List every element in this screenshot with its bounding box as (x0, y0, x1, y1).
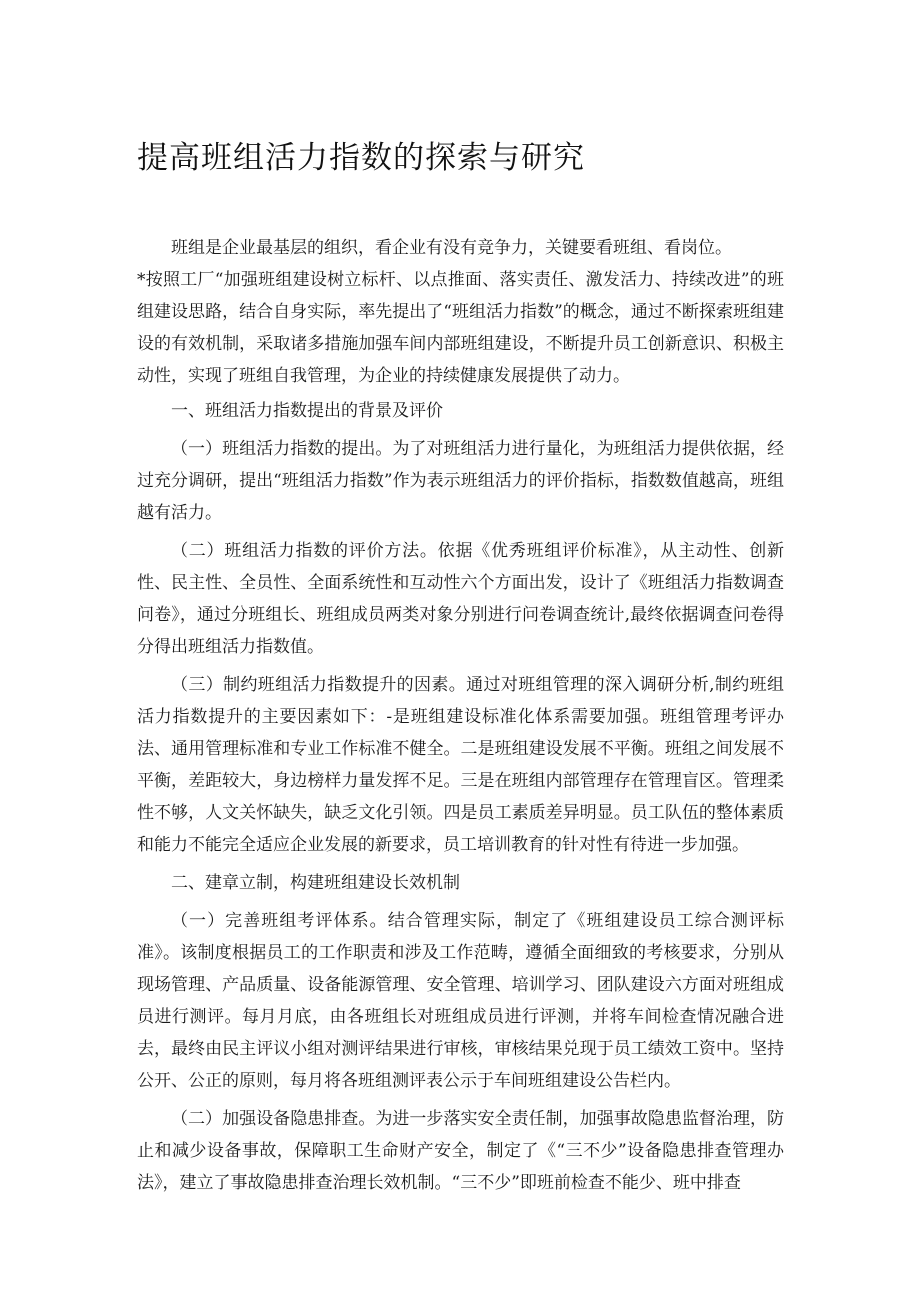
paragraph-intro: 班组是企业最基层的组织，看企业有没有竞争力，关键要看班组、看岗位。 (171, 238, 732, 258)
paragraph-2-2: （二）加强设备隐患排查。为进一步落实安全责任制，加强事故隐患监督治理，防止和减少设备事故，保障职工生命财产安全，制定了《“三不少”设备隐患排查管理办法》，建立了事故隐患排查治理长效机制。“三不少”即班前检查不能少、班中排查 (137, 1109, 784, 1193)
section-heading-2: 二、建章立制，构建班组建设长效机制 (171, 873, 460, 893)
document-body (137, 232, 784, 1199)
paragraph-1-2: （二）班组活力指数的评价方法。依据《优秀班组评价标准》，从主动性、创新性、民主性、全员性、全面系统性和互动性六个方面出发，设计了《班组活力指数调查问卷》，通过分班组长、班组成员两类对象分别进行问卷调查统计,最终依据调查问卷得分得出班组活力指数值。 (137, 541, 784, 657)
paragraph-1-1: （一）班组活力指数的提出。为了对班组活力进行量化，为班组活力提供依据，经过充分调研，提出“班组活力指数”作为表示班组活力的评价指标，指数数值越高，班组越有活力。 (137, 439, 784, 523)
paragraph-approach: *按照工厂“加强班组建设树立标杆、以点推面、落实责任、激发活力、持续改进”的班组建设思路，结合自身实际，率先提出了“班组活力指数”的概念，通过不断探索班组建设的有效机制，采取诸多措施加强车间内部班组建设，不断提升员工创新意识、积极主动性，实现了班组自我管理，为企业的持续健康发展提供了动力。 (137, 270, 784, 386)
paragraph-1-3: （三）制约班组活力指数提升的因素。通过对班组管理的深入调研分析,制约班组活力指数提升的主要因素如下：-是班组建设标准化体系需要加强。班组管理考评办法、通用管理标准和专业工作标准不健全。二是班组建设发展不平衡。班组之间发展不平衡，差距较大，身边榜样力量发挥不足。三是在班组内部管理存在管理盲区。管理柔性不够，人文关怀缺失，缺乏文化引领。四是员工素质差异明显。员工队伍的整体素质和能力不能完全适应企业发展的新要求，员工培训教育的针对性有待进一步加强。 (137, 675, 784, 855)
paragraph-2-1: （一）完善班组考评体系。结合管理实际，制定了《班组建设员工综合测评标准》。该制度根据员工的工作职责和涉及工作范畴，遵循全面细致的考核要求，分别从现场管理、产品质量、设备能源管理、安全管理、培训学习、团队建设六方面对班组成员进行测评。每月月底，由各班组长对班组成员进行评测，并将车间检查情况融合进去，最终由民主评议小组对测评结果进行审核，审核结果兑现于员工绩效工资中。坚持公开、公正的原则，每月将各班组测评表公示于车间班组建设公告栏内。 (137, 911, 784, 1091)
document-title: 提高班组活力指数的探索与研究 (137, 140, 585, 176)
section-heading-1: 一、班组活力指数提出的背景及评价 (171, 401, 443, 421)
